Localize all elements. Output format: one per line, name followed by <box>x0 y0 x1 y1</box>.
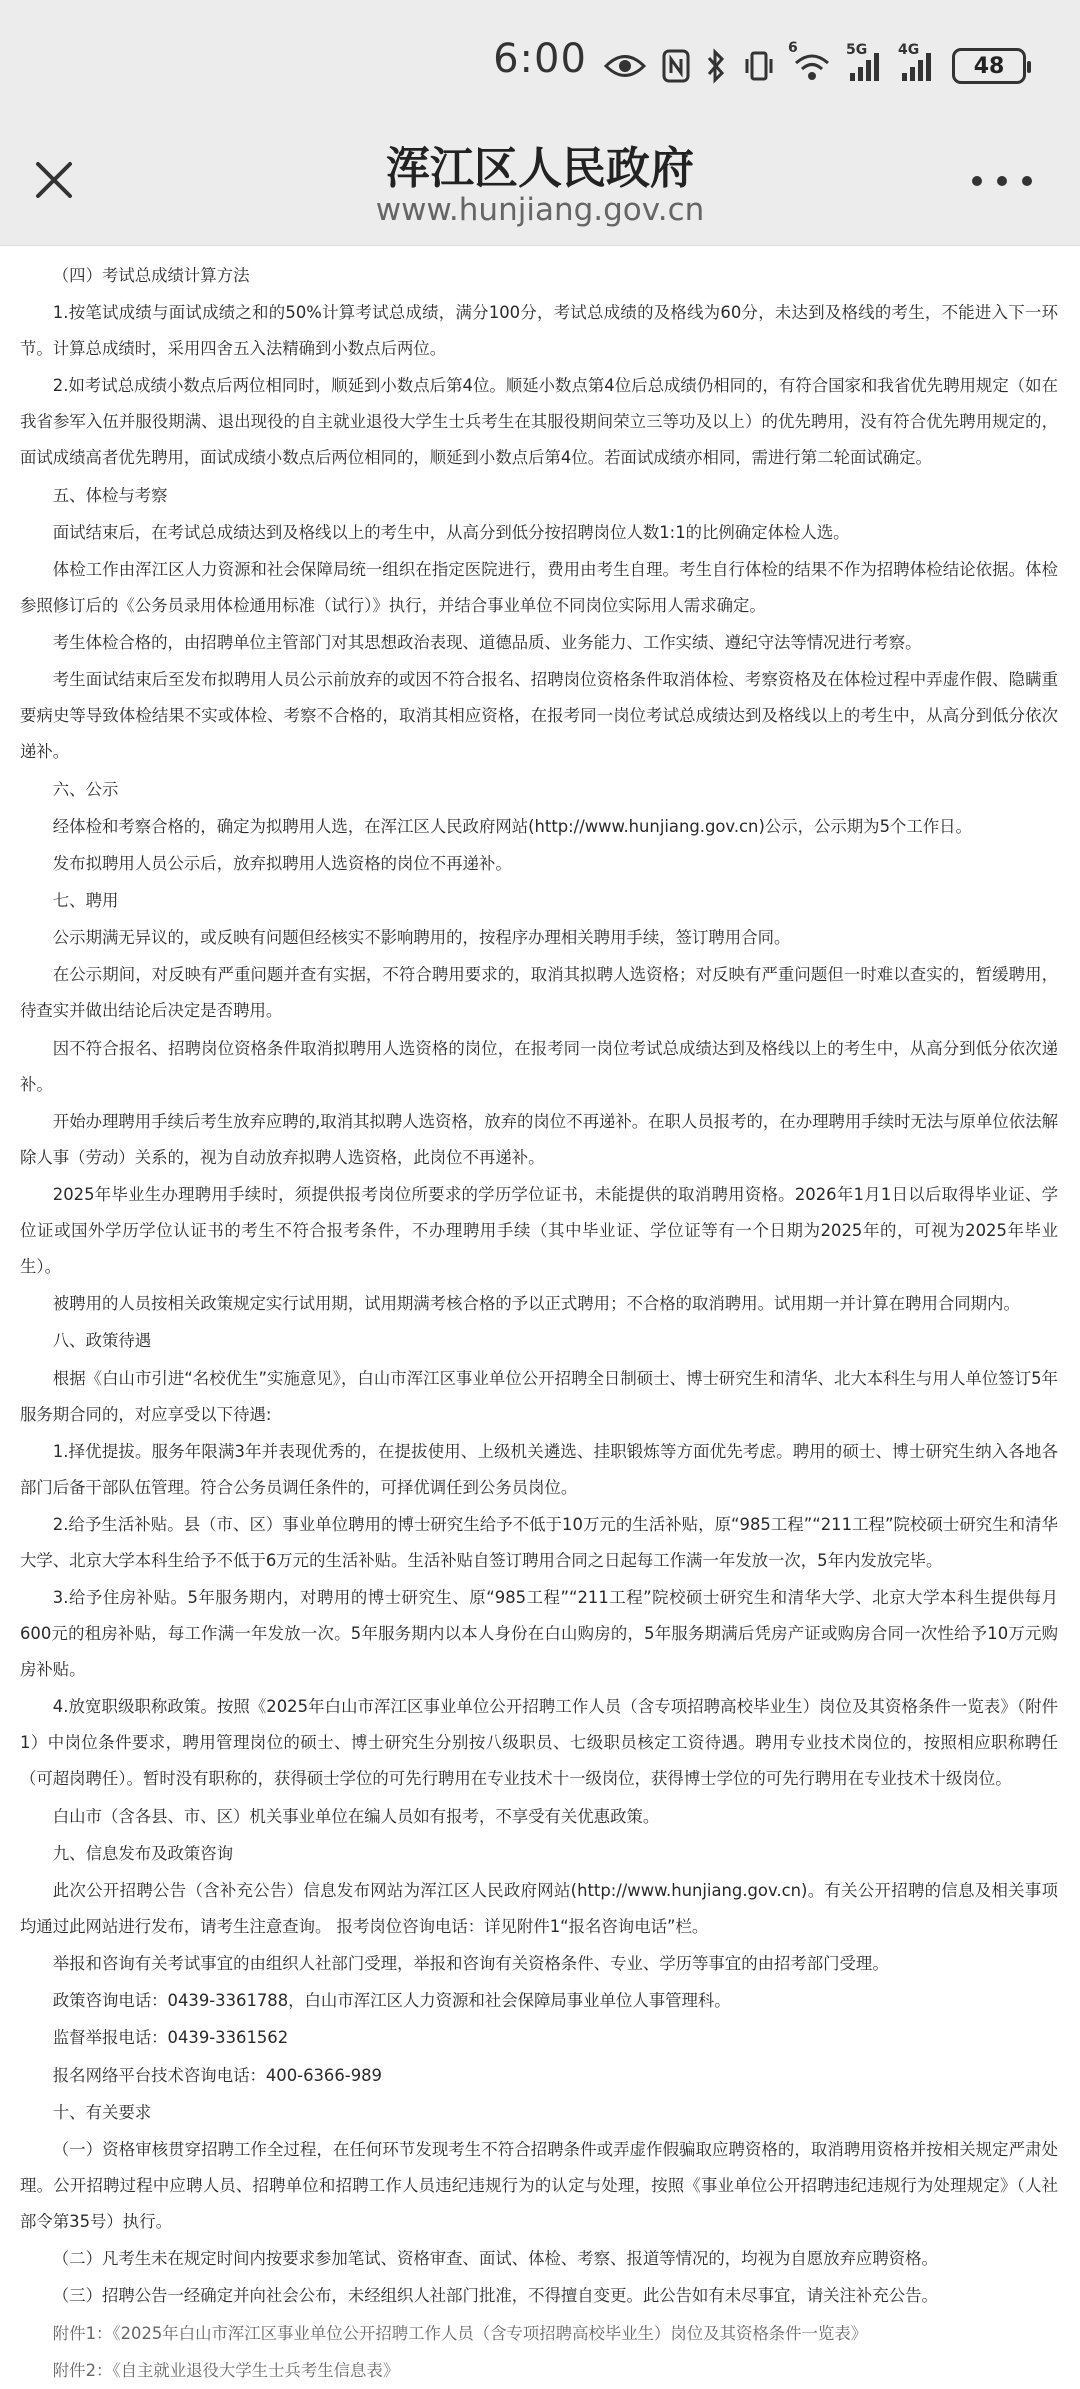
article-paragraph: 考生面试结束后至发布拟聘用人员公示前放弃的或因不符合报名、招聘岗位资格条件取消体检、考察资格及在体检过程中弄虚作假、隐瞒重要病史等导致体检结果不实或体检、考察不合格的，取消其相应资格，在报考同一岗位考试总成绩达到及格线以上的考生中，从高分到低分依次递补。 <box>20 670 1058 762</box>
article-paragraph: 1.择优提拔。服务年限满3年并表现优秀的，在提拔使用、上级机关遴选、挂职锻炼等方面优先考虑。聘用的硕士、博士研究生纳入各地各部门后备干部队伍管理。符合公务员调任条件的，可择优调任到公务员岗位。 <box>20 1441 1058 1497</box>
article-paragraph: 体检工作由浑江区人力资源和社会保障局统一组织在指定医院进行，费用由考生自理。考生自行体检的结果不作为招聘体检结论依据。体检参照修订后的《公务员录用体检通用标准（试行）》执行，并结合事业单位不同岗位实际用人需求确定。 <box>20 559 1058 615</box>
article-paragraph: 经体检和考察合格的，确定为拟聘用人选，在浑江区人民政府网站(http://www.hunjiang.gov.cn)公示，公示期为5个工作日。 <box>52 816 972 836</box>
article-paragraph: 此次公开招聘公告（含补充公告）信息发布网站为浑江区人民政府网站(http://www.hunjiang.gov.cn)。有关公开招聘的信息及相关事项均通过此网站进行发布，请考生注意查询。 报考岗位咨询电话：详见附件1“报名咨询电话”栏。 <box>20 1880 1058 1936</box>
wifi-icon <box>788 40 832 86</box>
browser-title-bar <box>0 126 1080 246</box>
article-paragraph: （二）凡考生未在规定时间内按要求参加笔试、资格审查、面试、体检、考察、报道等情况的，均视为自愿放弃应聘资格。 <box>52 2249 938 2269</box>
article-paragraph: 1.按笔试成绩与面试成绩之和的50%计算考试总成绩，满分100分，考试总成绩的及格线为60分，未达到及格线的考生，不能进入下一环节。计算总成绩时，采用四舍五入法精确到小数点后两位。 <box>20 303 1058 359</box>
article-paragraph: 3.给予住房补贴。5年服务期内，对聘用的博士研究生、原“985工程”“211工程”院校硕士研究生和清华大学、北京大学本科生提供每月600元的租房补贴，每工作满一年发放一次。5年服务期内以本人身份在白山购房的，5年服务期满后凭房产证或购房合同一次性给予10万元购房补贴。 <box>20 1588 1058 1680</box>
signal-4g-label: 4G <box>898 42 920 58</box>
article-paragraph: 开始办理聘用手续后考生放弃应聘的,取消其拟聘人选资格，放弃的岗位不再递补。在职人员报考的，在办理聘用手续时无法与原单位依法解除人事（劳动）关系的，视为自动放弃拟聘人选资格，此岗位不再递补。 <box>20 1111 1058 1167</box>
section-heading: 十、有关要求 <box>52 2102 152 2122</box>
section-heading: 五、体检与考察 <box>52 485 168 505</box>
article-content <box>0 246 1080 2380</box>
article-paragraph: 发布拟聘用人员公示后，放弃拟聘用人选资格的岗位不再递补。 <box>52 853 512 873</box>
section-heading: 九、信息发布及政策咨询 <box>52 1843 234 1863</box>
section-heading: 七、聘用 <box>52 891 119 911</box>
attachment-link[interactable]: 附件1：《2025年白山市浑江区事业单位公开招聘工作人员（含专项招聘高校毕业生）岗位及其资格条件一览表》 <box>52 2323 868 2343</box>
article-paragraph: 报名网络平台技术咨询电话：400-6366-989 <box>52 2065 382 2085</box>
status-bar <box>0 0 1080 126</box>
article-paragraph: （三）招聘公告一经确定并向社会公布，未经组织人社部门批准，不得擅自变更。此公告如有未尽事宜，请关注补充公告。 <box>52 2286 938 2306</box>
article-paragraph: （一）资格审核贯穿招聘工作全过程，在任何环节发现考生不符合招聘条件或弄虚作假骗取应聘资格的，取消聘用资格并按相关规定严肃处理。公开招聘过程中应聘人员、招聘单位和招聘工作人员违纪违规行为的认定与处理，按照《事业单位公开招聘违纪违规行为处理规定》（人社部令第35号）执行。 <box>20 2140 1058 2231</box>
article-paragraph: 举报和咨询有关考试事宜的由组织人社部门受理，举报和咨询有关资格条件、专业、学历等事宜的由招考部门受理。 <box>52 1954 889 1974</box>
article-paragraph: 白山市（含各县、市、区）机关事业单位在编人员如有报考，不享受有关优惠政策。 <box>52 1806 660 1826</box>
wifi-label: 6 <box>788 40 798 56</box>
eye-icon <box>604 46 646 86</box>
article-paragraph: 因不符合报名、招聘岗位资格条件取消拟聘用人选资格的岗位，在报考同一岗位考试总成绩达到及格线以上的考生中，从高分到低分依次递补。 <box>20 1038 1058 1094</box>
nfc-icon <box>662 46 690 86</box>
article-paragraph: 监督举报电话：0439-3361562 <box>52 2028 289 2048</box>
battery-icon: 48 <box>952 48 1026 84</box>
article-paragraph: 在公示期间，对反映有严重问题并查有实据，不符合聘用要求的，取消其拟聘人选资格；对反映有严重问题但一时难以查实的，暂缓聘用，待查实并做出结论后决定是否聘用。 <box>20 965 1058 1021</box>
attachment-link[interactable]: 附件2：《自主就业退役大学生士兵考生信息表》 <box>52 2360 400 2380</box>
bluetooth-icon <box>706 46 726 86</box>
article-paragraph: 公示期满无异议的，或反映有问题但经核实不影响聘用的，按程序办理相关聘用手续，签订聘用合同。 <box>52 928 791 948</box>
article-paragraph: 2.如考试总成绩小数点后两位相同时，顺延到小数点后第4位。顺延小数点第4位后总成绩仍相同的，有符合国家和我省优先聘用规定（如在我省参军入伍并服役期满、退出现役的自主就业退役大学生士兵考生在其服役期间荣立三等功及以上）的优先聘用，没有符合优先聘用规定的，面试成绩高者优先聘用，面试成绩小数点后两位相同的，顺延到小数点后第4位。若面试成绩亦相同，需进行第二轮面试确定。 <box>20 376 1058 468</box>
section-heading: 六、公示 <box>52 779 119 799</box>
signal-4g-icon <box>898 42 936 86</box>
article-paragraph: 2025年毕业生办理聘用手续时，须提供报考岗位所要求的学历学位证书，未能提供的取消聘用资格。2026年1月1日以后取得毕业证、学位证或国外学历学位认证书的考生不符合报考条件，不办理聘用手续（其中毕业证、学位证等有一个日期为2025年的，可视为2025年毕业生）。 <box>20 1185 1058 1276</box>
article-paragraph: 根据《白山市引进“名校优生”实施意见》，白山市浑江区事业单位公开招聘全日制硕士、博士研究生和清华、北大本科生与用人单位签订5年服务期合同的，对应享受以下待遇: <box>20 1368 1058 1424</box>
status-icons <box>604 40 1026 88</box>
article-paragraph: 2.给予生活补贴。县（市、区）事业单位聘用的博士研究生给予不低于10万元的生活补贴，原“985工程”“211工程”院校硕士研究生和清华大学、北京大学本科生给予不低于6万元的生活补贴。生活补贴自签订聘用合同之日起每工作满一年发放一次，5年内发放完毕。 <box>20 1514 1058 1570</box>
article-paragraph: 考生体检合格的，由招聘单位主管部门对其思想政治表现、道德品质、业务能力、工作实绩、遵纪守法等情况进行考察。 <box>52 633 922 653</box>
signal-5g-icon <box>846 42 884 86</box>
article-paragraph: 4.放宽职级职称政策。按照《2025年白山市浑江区事业单位公开招聘工作人员（含专项招聘高校毕业生）岗位及其资格条件一览表》（附件1）中岗位条件要求，聘用管理岗位的硕士、博士研究生分别按八级职员、七级职员核定工资待遇。聘用专业技术岗位的，按照相应职称聘任（可超岗聘任）。暂时没有职称的，获得硕士学位的可先行聘用在专业技术十一级岗位，获得博士学位的可先行聘用在专业技术十级岗位。 <box>20 1697 1058 1789</box>
article-paragraph: 面试结束后，在考试总成绩达到及格线以上的考生中，从高分到低分按招聘岗位人数1:1的比例确定体检人选。 <box>52 522 850 542</box>
vibrate-icon <box>742 46 776 86</box>
status-time: 6:00 <box>493 36 587 82</box>
signal-5g-label: 5G <box>846 42 868 58</box>
article-paragraph: 政策咨询电话：0439-3361788，白山市浑江区人力资源和社会保障局事业单位人事管理科。 <box>52 1991 731 2011</box>
section-heading: 八、政策待遇 <box>52 1331 152 1351</box>
more-icon[interactable] <box>972 166 1032 196</box>
page-title: 浑江区人民政府 <box>386 143 694 194</box>
section-heading: （四）考试总成绩计算方法 <box>52 266 250 285</box>
article-paragraph: 被聘用的人员按相关政策规定实行试用期，试用期满考核合格的予以正式聘用；不合格的取消聘用。试用期一并计算在聘用合同期内。 <box>52 1294 1020 1314</box>
page-url: www.hunjiang.gov.cn <box>375 192 705 228</box>
